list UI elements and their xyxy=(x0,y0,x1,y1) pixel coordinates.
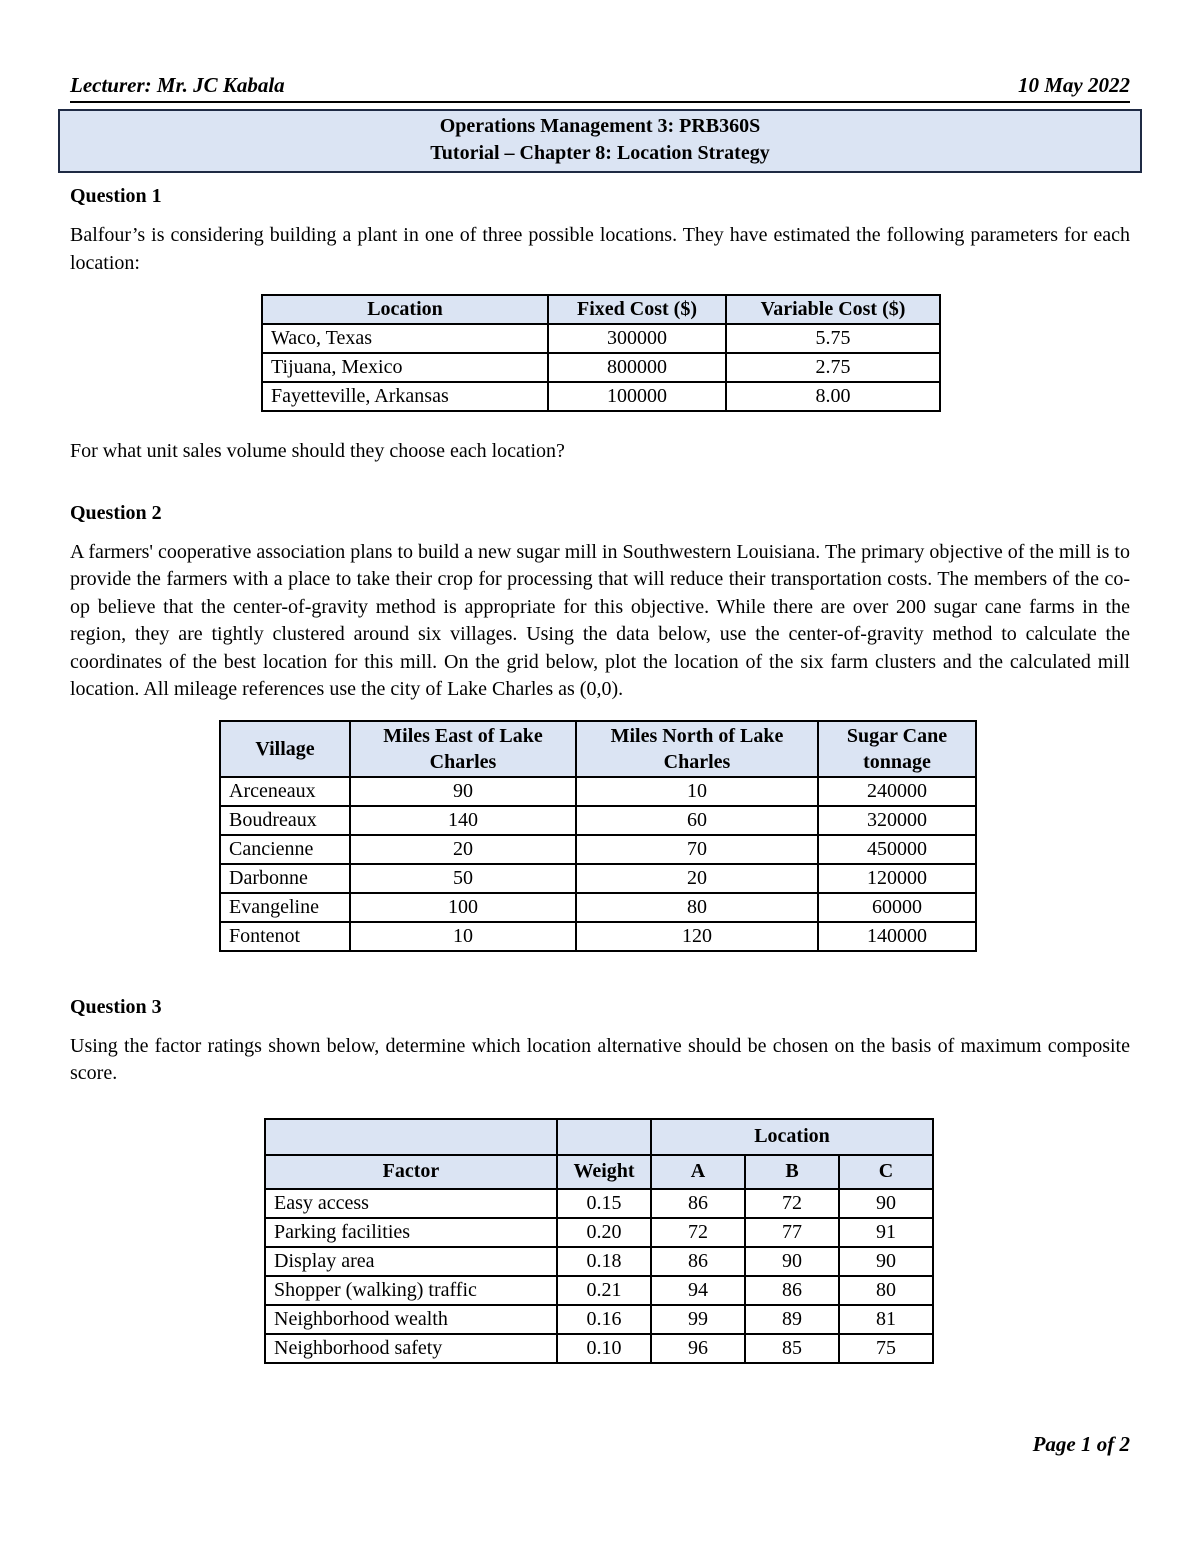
table-cell: 70 xyxy=(576,835,818,864)
table-group-header-row xyxy=(265,1119,933,1155)
table-cell: 10 xyxy=(350,922,576,951)
table-row xyxy=(265,1334,933,1363)
question-2-heading: Question 2 xyxy=(70,501,162,524)
table-cell: 0.10 xyxy=(557,1334,651,1363)
table-cell: Cancienne xyxy=(220,835,350,864)
table-cell: Fayetteville, Arkansas xyxy=(262,382,548,411)
table-cell: 5.75 xyxy=(726,324,940,353)
column-header: Village xyxy=(220,721,350,777)
column-header: A xyxy=(651,1155,745,1189)
table-cell: Shopper (walking) traffic xyxy=(265,1276,557,1305)
table-cell: 100000 xyxy=(548,382,726,411)
table-cell: 86 xyxy=(745,1276,839,1305)
question-1-intro: Balfour’s is considering building a plant in one of three possible locations. They have estimated the following parameters for each location: xyxy=(70,224,1130,274)
table-cell: 99 xyxy=(651,1305,745,1334)
table-cell: Easy access xyxy=(265,1189,557,1218)
page-number: Page 1 of 2 xyxy=(1032,1432,1130,1456)
table-cell: 450000 xyxy=(818,835,976,864)
table-row xyxy=(265,1189,933,1218)
table-row xyxy=(220,864,976,893)
table-cell: 80 xyxy=(839,1276,933,1305)
table-cell: 140000 xyxy=(818,922,976,951)
table-cell: 72 xyxy=(745,1189,839,1218)
table-cell: Tijuana, Mexico xyxy=(262,353,548,382)
table-header-row xyxy=(262,295,940,324)
table-row xyxy=(220,777,976,806)
table-cell: 10 xyxy=(576,777,818,806)
table-cell: Darbonne xyxy=(220,864,350,893)
table-cell: 0.18 xyxy=(557,1247,651,1276)
column-header: C xyxy=(839,1155,933,1189)
table-cell: 77 xyxy=(745,1218,839,1247)
table-cell: 91 xyxy=(839,1218,933,1247)
table-cell: 96 xyxy=(651,1334,745,1363)
question-3-table xyxy=(264,1118,934,1364)
table-row xyxy=(265,1218,933,1247)
table-row xyxy=(262,382,940,411)
table-cell: 320000 xyxy=(818,806,976,835)
table-cell: Parking facilities xyxy=(265,1218,557,1247)
table-cell: 120 xyxy=(576,922,818,951)
table-row xyxy=(265,1247,933,1276)
question-1-table xyxy=(261,294,941,412)
table-cell: 0.16 xyxy=(557,1305,651,1334)
table-cell: Display area xyxy=(265,1247,557,1276)
table-row xyxy=(220,893,976,922)
table-cell: 85 xyxy=(745,1334,839,1363)
column-header: Variable Cost ($) xyxy=(726,295,940,324)
table-cell: 800000 xyxy=(548,353,726,382)
question-3-heading: Question 3 xyxy=(70,995,162,1018)
table-cell: 140 xyxy=(350,806,576,835)
table-cell: Fontenot xyxy=(220,922,350,951)
column-header: Fixed Cost ($) xyxy=(548,295,726,324)
table-cell: 86 xyxy=(651,1189,745,1218)
document-page xyxy=(70,70,1130,1364)
table-cell: 81 xyxy=(839,1305,933,1334)
table-row xyxy=(265,1305,933,1334)
table-cell: 50 xyxy=(350,864,576,893)
table-cell: 300000 xyxy=(548,324,726,353)
table-cell: Boudreaux xyxy=(220,806,350,835)
tutorial-title: Tutorial – Chapter 8: Location Strategy xyxy=(430,142,770,164)
table-cell: 2.75 xyxy=(726,353,940,382)
table-cell: Evangeline xyxy=(220,893,350,922)
table-row xyxy=(265,1276,933,1305)
table-row xyxy=(220,922,976,951)
location-group-header: Location xyxy=(651,1119,933,1155)
table-row xyxy=(262,353,940,382)
question-2-table xyxy=(219,720,977,952)
page-header xyxy=(70,70,1130,103)
course-title: Operations Management 3: PRB360S xyxy=(439,115,761,137)
table-cell: 90 xyxy=(839,1247,933,1276)
table-row xyxy=(220,806,976,835)
table-cell: Arceneaux xyxy=(220,777,350,806)
question-2-intro: A farmers' cooperative association plans to build a new sugar mill in Southwestern Louisiana. The primary objective of the mill is to provide the farmers with a place to take their crop for processing that will reduce their transportation costs. The members of the co-op believe that the center-of-gravity method is appropriate for this objective. While there are over 200 sugar cane farms in the region, they are tightly clustered around six villages. Using the data below, use the center-of-gravity method to calculate the coordinates of the best location for this mill. On the grid below, plot the location of the six farm clusters and the calculated mill location. All mileage references use the city of Lake Charles as (0,0). xyxy=(70,540,1130,700)
table-cell: 90 xyxy=(350,777,576,806)
question-1-prompt: For what unit sales volume should they choose each location? xyxy=(70,440,565,462)
table-cell: 240000 xyxy=(818,777,976,806)
table-cell: 86 xyxy=(651,1247,745,1276)
column-header: Miles North of Lake Charles xyxy=(576,721,818,777)
table-cell: 72 xyxy=(651,1218,745,1247)
table-cell: 75 xyxy=(839,1334,933,1363)
table-cell: Neighborhood wealth xyxy=(265,1305,557,1334)
table-cell: 8.00 xyxy=(726,382,940,411)
question-3-intro: Using the factor ratings shown below, determine which location alternative should be chosen on the basis of maximum composite score. xyxy=(70,1034,1130,1084)
table-cell: 60 xyxy=(576,806,818,835)
table-cell: 100 xyxy=(350,893,576,922)
table-cell: 90 xyxy=(839,1189,933,1218)
empty-header-cell xyxy=(265,1119,557,1155)
table-cell: 60000 xyxy=(818,893,976,922)
table-row xyxy=(220,835,976,864)
table-header-row xyxy=(220,721,976,777)
table-cell: 120000 xyxy=(818,864,976,893)
column-header: Miles East of Lake Charles xyxy=(350,721,576,777)
table-cell: Neighborhood safety xyxy=(265,1334,557,1363)
table-cell: 0.21 xyxy=(557,1276,651,1305)
table-cell: 80 xyxy=(576,893,818,922)
column-header: Location xyxy=(262,295,548,324)
table-cell: 0.15 xyxy=(557,1189,651,1218)
table-cell: 20 xyxy=(350,835,576,864)
table-header-row xyxy=(265,1155,933,1189)
empty-header-cell xyxy=(557,1119,651,1155)
document-date: 10 May 2022 xyxy=(1018,73,1130,97)
table-cell: 20 xyxy=(576,864,818,893)
column-header: B xyxy=(745,1155,839,1189)
table-row xyxy=(262,324,940,353)
column-header: Sugar Cane tonnage xyxy=(818,721,976,777)
table-cell: 0.20 xyxy=(557,1218,651,1247)
table-cell: Waco, Texas xyxy=(262,324,548,353)
column-header: Weight xyxy=(557,1155,651,1189)
table-cell: 90 xyxy=(745,1247,839,1276)
table-cell: 94 xyxy=(651,1276,745,1305)
title-box xyxy=(58,109,1142,173)
table-cell: 89 xyxy=(745,1305,839,1334)
lecturer-name: Lecturer: Mr. JC Kabala xyxy=(70,73,285,97)
column-header: Factor xyxy=(265,1155,557,1189)
question-1-heading: Question 1 xyxy=(70,185,162,207)
